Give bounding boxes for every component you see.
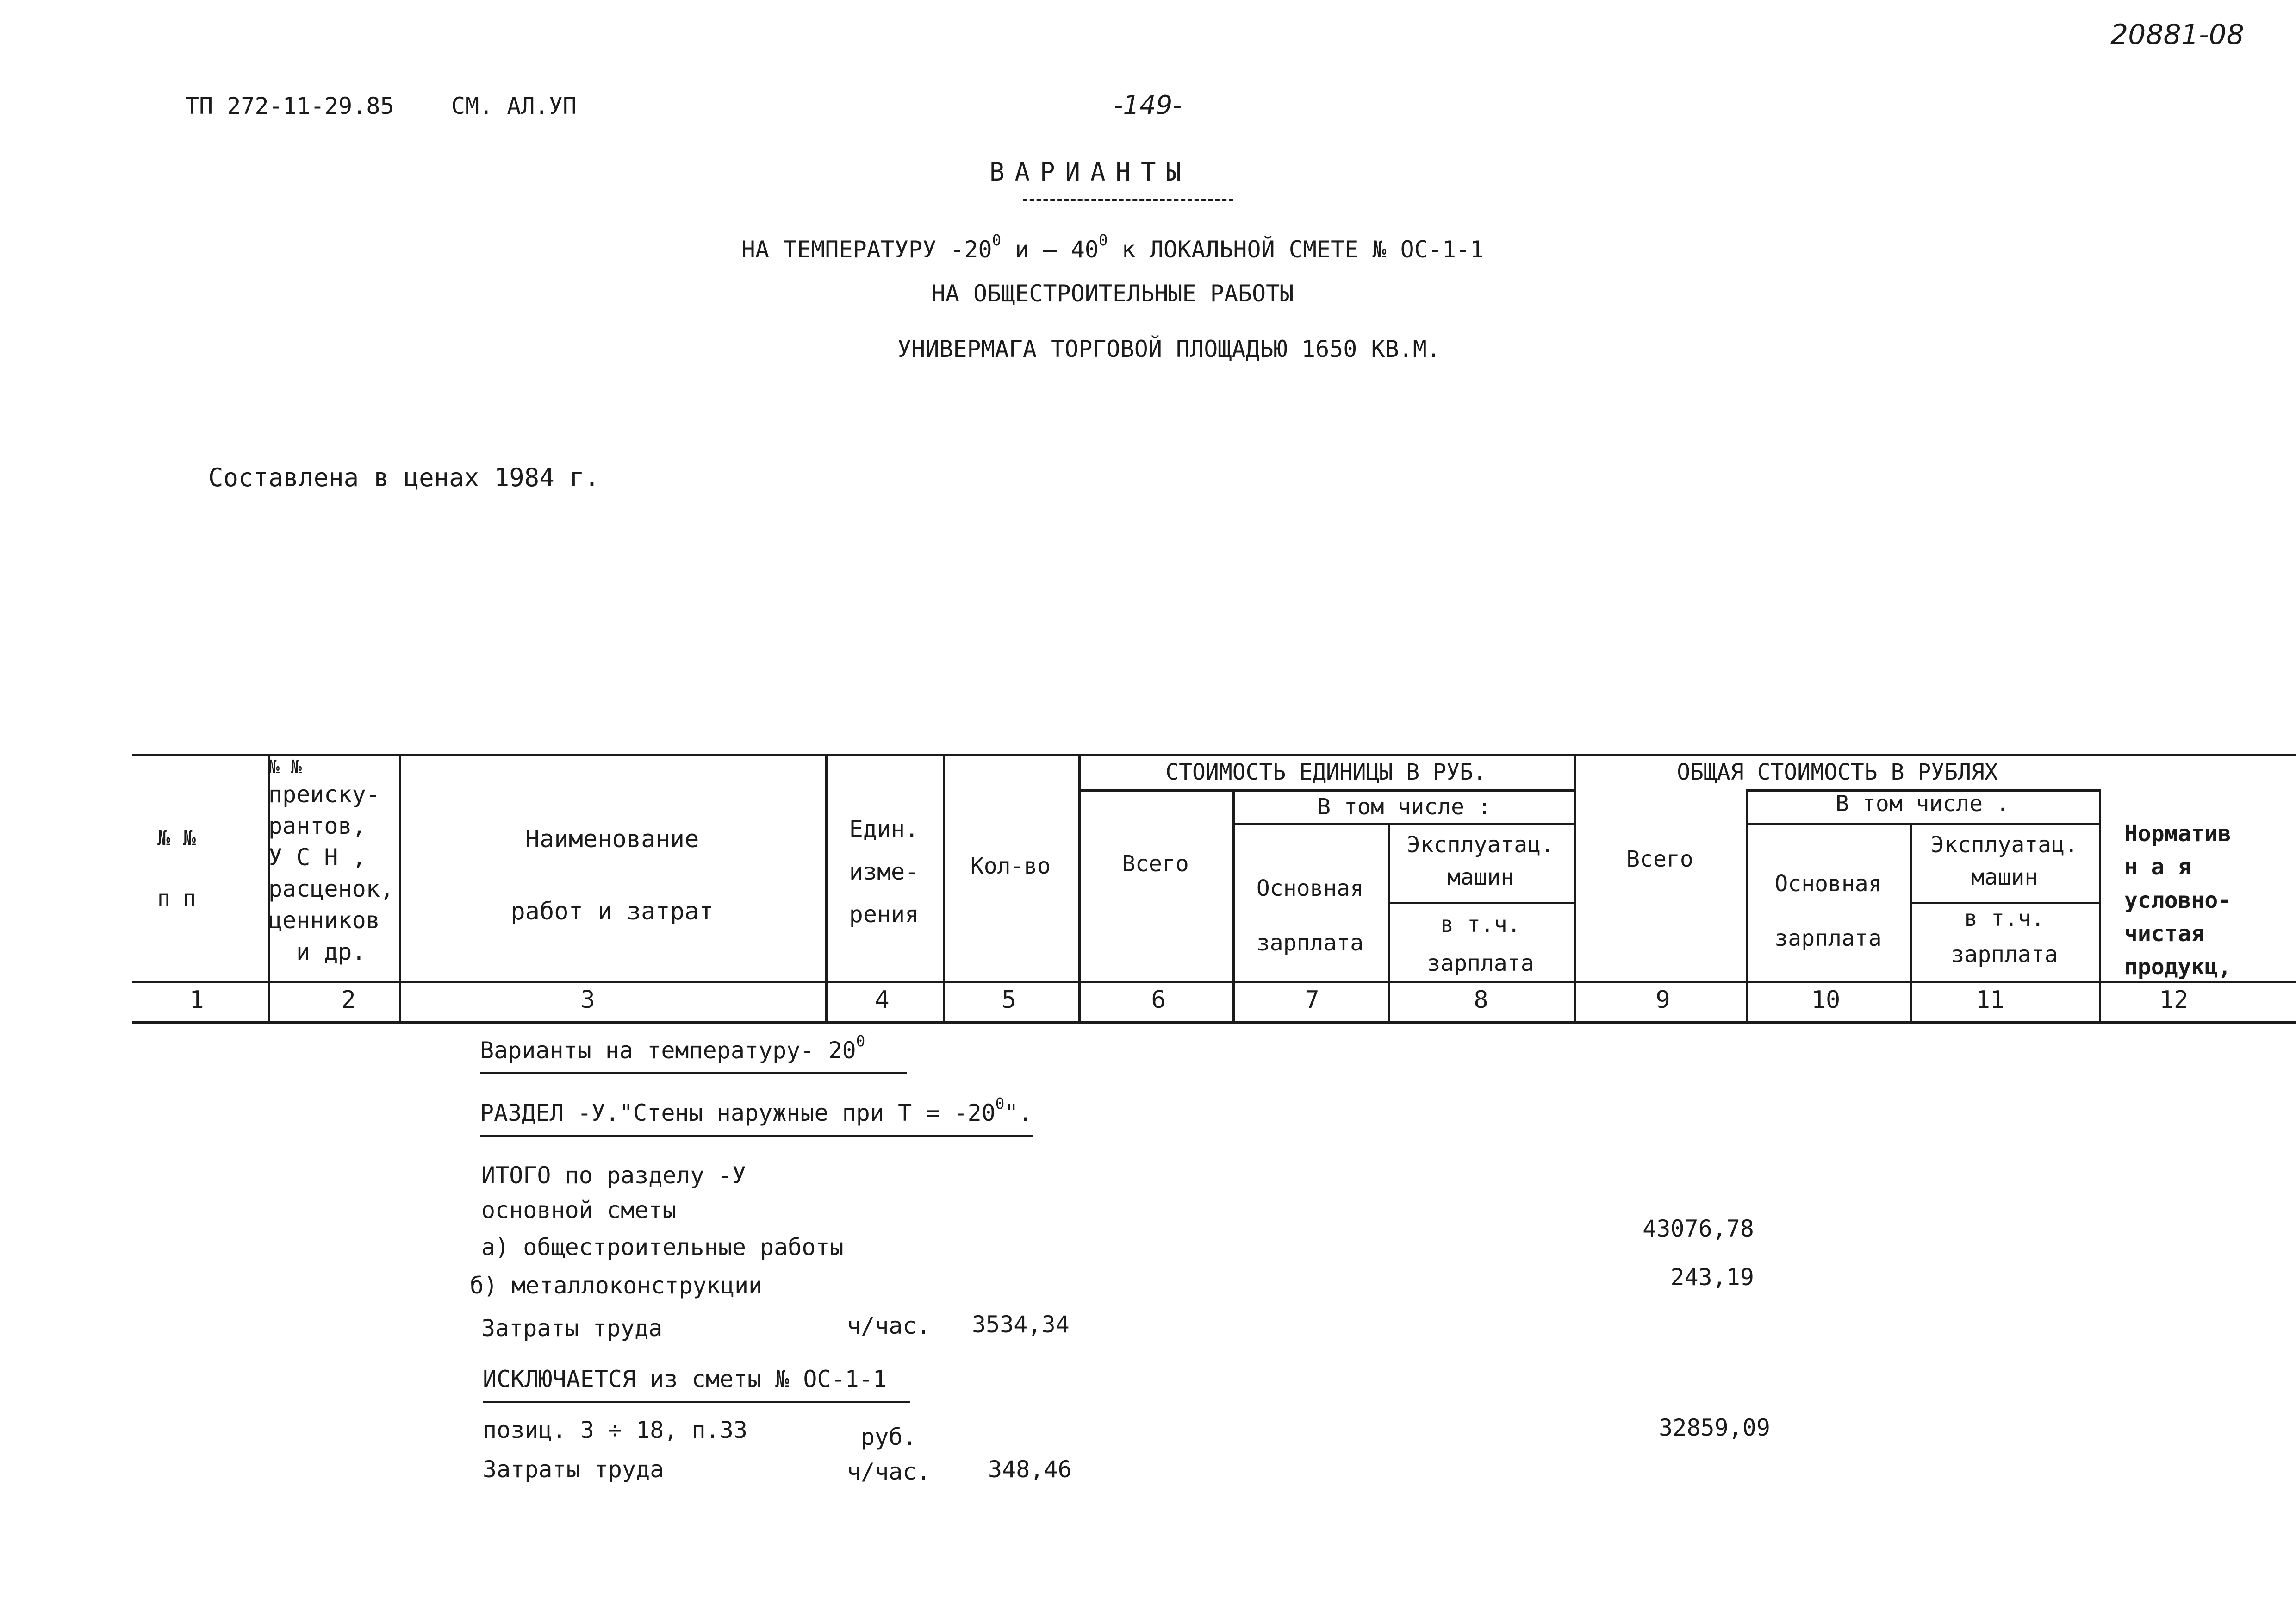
column-number: 6: [1151, 986, 1166, 1014]
column-number: 2: [341, 986, 356, 1014]
col12-header: Норматив н а я условно- чистая продукц,: [2124, 821, 2232, 980]
document-title: ВАРИАНТЫ: [989, 157, 1192, 187]
col9-header: Всего: [1626, 846, 1693, 872]
total-incl-header: В том числе .: [1836, 791, 2010, 817]
document-number: 20881-08: [2110, 19, 2244, 51]
labor-unit: ч/час.: [847, 1312, 931, 1339]
total-expl-header: Эксплуатац. машин: [1931, 832, 2078, 890]
reference-code: ТП 272-11-29.85: [185, 93, 394, 119]
col3-header: Наименование работ и затрат: [510, 825, 714, 925]
labor2-label: Затраты труда: [483, 1456, 664, 1483]
page-number: -149-: [1114, 90, 1182, 120]
prices-note: Составлена в ценах 1984 г.: [208, 463, 600, 492]
col8-header: в т.ч. зарплата: [1427, 912, 1534, 976]
col7-header: Основная зарплата: [1256, 875, 1364, 956]
excluded-heading: ИСКЛЮЧАЕТСЯ из сметы № ОС-1-1: [483, 1366, 910, 1403]
col-divider: [1078, 754, 1081, 1024]
column-number: 11: [1975, 986, 2005, 1014]
col-divider: [2099, 789, 2101, 1024]
general-works-label: а) общестроительные работы: [481, 1234, 844, 1261]
subtitle-temperature: НА ТЕМПЕРАТУРУ $-20^0$ и – $40^0$ к ЛОКАЛЬНОЙ СМЕТЕ № ОС-1-1: [741, 231, 1484, 263]
unit-expl-rule: [1390, 902, 1576, 904]
variant-label: Варианты на температуру- $20^0$: [480, 1032, 907, 1074]
unit-incl-header: В том числе :: [1317, 794, 1491, 820]
labor-value: 3534,34: [972, 1311, 1070, 1338]
general-works-value: 43076,78: [1643, 1215, 1754, 1242]
col-divider: [943, 754, 945, 1024]
metal-structures-label: б) металлоконструкции: [470, 1272, 763, 1299]
title-dashed-underline: [1023, 199, 1233, 201]
column-number: 5: [1002, 986, 1016, 1014]
column-number: 12: [2159, 986, 2189, 1014]
unit-cost-group-header: СТОИМОСТЬ ЕДИНИЦЫ В РУБ.: [1165, 759, 1487, 785]
positions-unit: руб.: [861, 1424, 917, 1450]
column-number: 1: [189, 986, 204, 1014]
itogo-line1: ИТОГО по разделу -У: [481, 1162, 746, 1189]
labor-label: Затраты труда: [481, 1315, 663, 1342]
metal-structures-value: 243,19: [1670, 1264, 1754, 1291]
col5-header: Кол-во: [970, 853, 1051, 879]
subtitle-object: УНИВЕРМАГА ТОРГОВОЙ ПЛОЩАДЬЮ 1650 КВ.М.: [897, 336, 1441, 362]
itogo-line2: основной сметы: [481, 1197, 677, 1224]
table-numbers-bottom-line: [132, 1021, 2296, 1024]
labor2-unit: ч/час.: [847, 1458, 931, 1485]
column-number: 3: [580, 986, 595, 1014]
col11-header: в т.ч. зарплата: [1951, 906, 2058, 968]
column-number: 10: [1811, 986, 1841, 1014]
labor2-value: 348,46: [988, 1456, 1072, 1483]
col10-header: Основная зарплата: [1774, 871, 1882, 951]
unit-expl-header: Эксплуатац. машин: [1407, 832, 1554, 890]
col1-header: № № п п: [157, 825, 196, 911]
subtitle-works: НА ОБЩЕСТРОИТЕЛЬНЫЕ РАБОТЫ: [931, 280, 1294, 307]
positions-label: позиц. 3 ÷ 18, п.33: [483, 1417, 747, 1443]
positions-value: 32859,09: [1659, 1414, 1770, 1441]
total-incl-rule: [1748, 823, 2101, 825]
column-number: 7: [1305, 986, 1319, 1014]
section-heading: РАЗДЕЛ -У."Стены наружные при $Т = -20^0$".: [480, 1095, 1033, 1137]
col6-header: Всего: [1122, 851, 1189, 877]
column-number: 8: [1474, 986, 1488, 1014]
column-number: 4: [875, 986, 890, 1014]
column-number: 9: [1655, 986, 1670, 1014]
reference-album: СМ. АЛ.УП: [451, 93, 577, 119]
col2-header: № № преиску- рантов, У С Н , расценок, ценников и др.: [268, 756, 394, 965]
col4-header: Един. изме- рения: [849, 816, 919, 928]
header-bottom-line: [132, 981, 2296, 983]
total-cost-group-header: ОБЩАЯ СТОИМОСТЬ В РУБЛЯХ: [1677, 759, 1998, 785]
